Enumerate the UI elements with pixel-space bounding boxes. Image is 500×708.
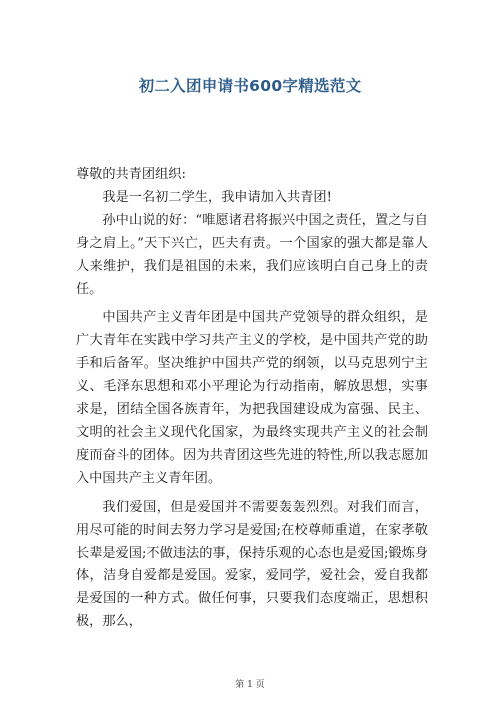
paragraph-3: 中国共产主义青年团是中国共产党领导的群众组织，是广大青年在实践中学习共产主义的学校，是中国共产党的助手和后备军。坚决维护中国共产党的纲领，以马克思列宁主义、毛泽东思想和邓小平理论为行动指南，解放思想，实事求是，团结全国各族青年，为把我国建设成为富强、民主、文明的社会主义现代化国家，为最终实现共产主义的社会制度而奋斗的团体。因为共青团这些先进的特性,所以我志愿加入中国共产主义青年团。 [76,310,428,486]
paragraph-4: 我们爱国，但是爱国并不需要轰轰烈烈。对我们而言，用尽可能的时间去努力学习是爱国;在校尊师重道，在家孝敬长辈是爱国;不做违法的事，保持乐观的心态也是爱国;锻炼身体，洁身自爱都是爱国。爱家，爱同学，爱社会，爱自我都是爱国的一种方式。做任何事，只要我们态度端正，思想积极，那么， [76,499,428,630]
document-title: 初二入团申请书600字精选范文 [138,77,362,95]
document-body [76,164,428,634]
paragraph-1: 我是一名初二学生，我申请加入共青团! [102,189,332,205]
page-number: 第 1 页 [235,680,265,690]
salutation: 尊敬的共青团组织: [76,167,186,182]
paragraph-2: 孙中山说的好：“唯愿诸君将振兴中国之责任，置之与自身之肩上。”天下兴亡，匹夫有责。一个国家的强大都是靠人人来维护，我们是祖国的未来，我们应该明白自己身上的责任。 [76,212,428,297]
